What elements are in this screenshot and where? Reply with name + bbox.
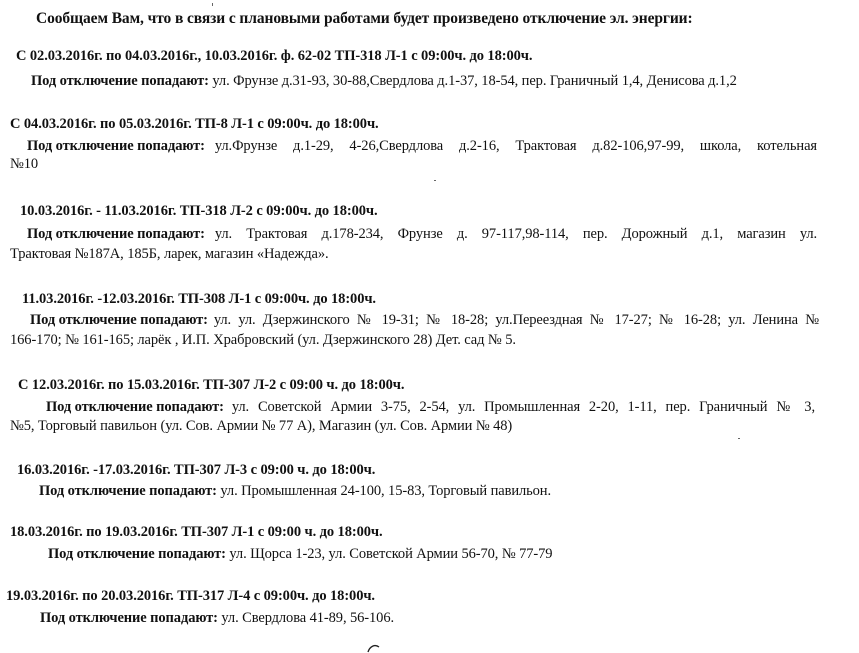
outage-affected xyxy=(27,137,817,155)
outage-affected xyxy=(31,72,737,90)
affected-label: Под отключение попадают: xyxy=(31,73,209,89)
scan-speck xyxy=(434,180,436,181)
scan-speck xyxy=(738,438,740,439)
notice-header: Сообщаем Вам, что в связи с плановыми работами будет произведено отключение эл. энергии: xyxy=(36,10,693,27)
outage-affected xyxy=(30,311,819,329)
affected-addresses-cont: №10 xyxy=(10,156,39,172)
affected-label: Под отключение попадают: xyxy=(30,312,208,328)
affected-addresses: ул. Фрунзе д.31-93, 30-88,Свердлова д.1-37, 18-54, пер. Граничный 1,4, Денисова д.1,2 xyxy=(212,73,737,89)
outage-period: 10.03.2016г. - 11.03.2016г. ТП-318 Л-2 с 09:00ч. до 18:00ч. xyxy=(20,203,378,219)
affected-label: Под отключение попадают: xyxy=(39,483,217,499)
outage-affected xyxy=(40,609,394,627)
affected-addresses: ул.Фрунзе д.1-29, 4-26,Свердлова д.2-16, Трактовая д.82-106,97-99, школа, котельная xyxy=(214,138,817,154)
affected-label: Под отключение попадают: xyxy=(27,226,205,242)
outage-affected xyxy=(46,398,815,416)
affected-label: Под отключение попадают: xyxy=(27,138,205,154)
affected-label: Под отключение попадают: xyxy=(46,399,224,415)
affected-label: Под отключение попадают: xyxy=(40,610,218,626)
outage-period: С 12.03.2016г. по 15.03.2016г. ТП-307 Л-2 с 09:00 ч. до 18:00ч. xyxy=(18,377,405,393)
affected-label: Под отключение попадают: xyxy=(48,546,226,562)
affected-addresses: ул. Промышленная 24-100, 15-83, Торговый павильон. xyxy=(220,483,551,499)
outage-affected xyxy=(48,545,552,563)
outage-period: 16.03.2016г. -17.03.2016г. ТП-307 Л-3 с 09:00 ч. до 18:00ч. xyxy=(17,462,376,478)
affected-addresses: ул. Щорса 1-23, ул. Советской Армии 56-70, № 77-79 xyxy=(229,546,553,562)
affected-addresses-cont: №5, Торговый павильон (ул. Сов. Армии № 77 А), Магазин (ул. Сов. Армии № 48) xyxy=(10,418,513,434)
affected-addresses-cont: 166-170; № 161-165; ларёк , И.П. Храбровский (ул. Дзержинского 28) Дет. сад № 5. xyxy=(10,332,516,348)
outage-period: 18.03.2016г. по 19.03.2016г. ТП-307 Л-1 с 09:00 ч. до 18:00ч. xyxy=(10,524,383,540)
scan-speck xyxy=(212,3,213,6)
outage-period: 19.03.2016г. по 20.03.2016г. ТП-317 Л-4 с 09:00ч. до 18:00ч. xyxy=(6,588,375,604)
outage-affected xyxy=(39,482,551,500)
affected-addresses: ул. Советской Армии 3-75, 2-54, ул. Промышленная 2-20, 1-11, пер. Граничный № 3, xyxy=(231,399,815,415)
outage-period: С 02.03.2016г. по 04.03.2016г., 10.03.2016г. ф. 62-02 ТП-318 Л-1 с 09:00ч. до 18:00ч. xyxy=(16,48,533,64)
outage-affected xyxy=(27,225,817,243)
affected-addresses-cont: Трактовая №187А, 185Б, ларек, магазин «Надежда». xyxy=(10,246,329,262)
affected-addresses: ул. Свердлова 41-89, 56-106. xyxy=(221,610,395,626)
affected-addresses: ул. ул. Дзержинского № 19-31; № 18-28; ул.Переездная № 17-27; № 16-28; ул. Ленина № xyxy=(213,312,819,328)
affected-addresses: ул. Трактовая д.178-234, Фрунзе д. 97-117,98-114, пер. Дорожный д.1, магазин ул. xyxy=(214,226,817,242)
outage-period: 11.03.2016г. -12.03.2016г. ТП-308 Л-1 с 09:00ч. до 18:00ч. xyxy=(22,291,376,307)
pen-mark-icon xyxy=(366,641,382,653)
outage-period: С 04.03.2016г. по 05.03.2016г. ТП-8 Л-1 с 09:00ч. до 18:00ч. xyxy=(10,116,379,132)
